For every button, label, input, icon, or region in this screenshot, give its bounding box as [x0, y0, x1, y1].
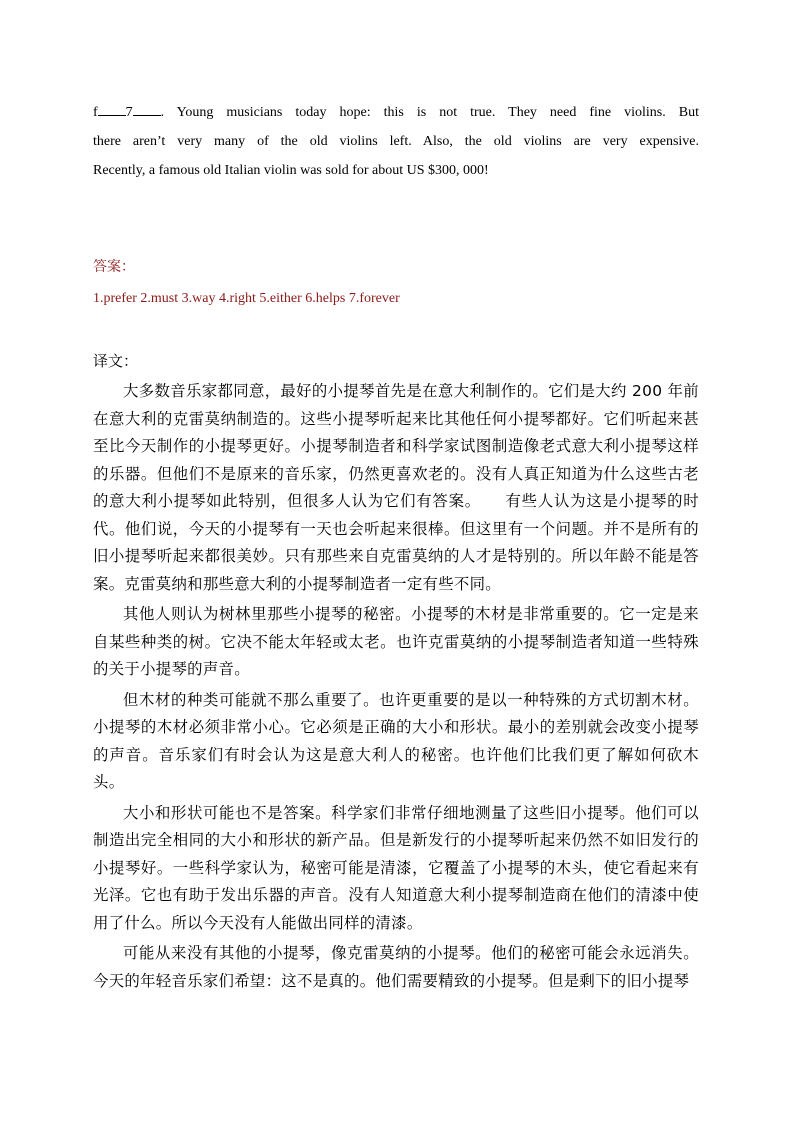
- blank-7: [133, 101, 161, 116]
- translation-paragraph-1: 大多数音乐家都同意，最好的小提琴首先是在意大利制作的。它们是大约 200 年前在意大利的克雷莫纳制造的。这些小提琴听起来比其他任何小提琴都好。它们听起来甚至比今天制作的小提琴更好。小提琴制造者和科学家试图制造像老式意大利小提琴这样的乐器。但他们不是原来的音乐家，仍然更喜欢老的。没有人真正知道为什么这些古老的意大利小提琴如此特别，但很多人认为它们有答案。 有些人认为这是小提琴的时代。他们说，今天的小提琴有一天也会听起来很棒。但这里有一个问题。并不是所有的旧小提琴听起来都很美妙。只有那些来自克雷莫纳的人才是特别的。所以年龄不能是答案。克雷莫纳和那些意大利的小提琴制造者一定有些不同。: [93, 382, 699, 593]
- english-line-3: Recently, a famous old Italian violin was sold for about US $300, 000!: [93, 163, 489, 178]
- english-line-2: there aren’t very many of the old violins left. Also, the old violins are very expensive.: [93, 134, 699, 149]
- answer-label: 答案：: [93, 259, 135, 275]
- translation-paragraph-4: 大小和形状可能也不是答案。科学家们非常仔细地测量了这些旧小提琴。他们可以制造出完全相同的大小和形状的新产品。但是新发行的小提琴听起来仍然不如旧发行的小提琴好。一些科学家认为，秘密可能是清漆，它覆盖了小提琴的木头，使它看起来有光泽。它也有助于发出乐器的声音。没有人知道意大利小提琴制造商在他们的清漆中使用了什么。所以今天没有人能做出同样的清漆。: [93, 803, 699, 932]
- english-line-1: [93, 98, 699, 127]
- line1-prefix: f: [93, 105, 98, 120]
- translation-paragraph-5: 可能从来没有其他的小提琴，像克雷莫纳的小提琴。他们的秘密可能会永远消失。今天的年轻音乐家们希望：这不是真的。他们需要精致的小提琴。但是剩下的旧小提琴: [93, 944, 699, 990]
- blank-6: [98, 101, 126, 116]
- blank-number-7: 7: [125, 105, 133, 120]
- english-passage: [93, 98, 699, 185]
- translation-paragraph-2: 其他人则认为树林里那些小提琴的秘密。小提琴的木材是非常重要的。它一定是来自某些种类的树。它决不能太年轻或太老。也许克雷莫纳的小提琴制造者知道一些特殊的关于小提琴的声音。: [93, 605, 699, 678]
- translation-body: [93, 378, 699, 998]
- translation-label: 译文：: [93, 352, 139, 370]
- translation-paragraph-3: 但木材的种类可能就不那么重要了。也许更重要的是以一种特殊的方式切割木材。小提琴的木材必须非常小心。它必须是正确的大小和形状。最小的差别就会改变小提琴的声音。音乐家们有时会认为这是意大利人的秘密。也许他们比我们更了解如何砍木头。: [93, 690, 699, 791]
- answer-text: 1.prefer 2.must 3.way 4.right 5.either 6.helps 7.forever: [93, 291, 400, 306]
- line1-text: . Young musicians today hope: this is not true. They need fine violins. But: [160, 105, 699, 120]
